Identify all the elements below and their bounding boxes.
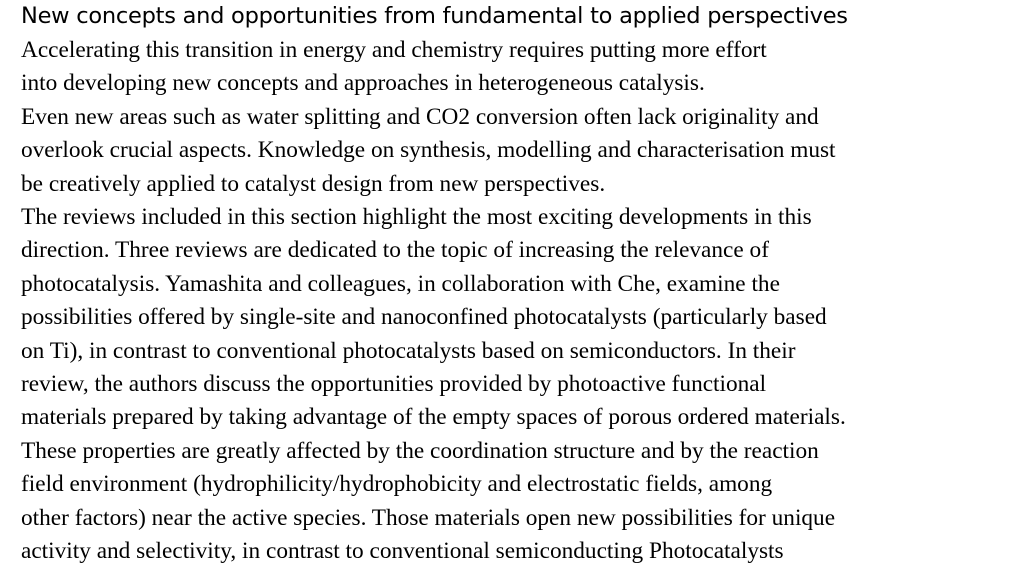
body-line: These properties are greatly affected by the coordination structure and by the reaction	[21, 437, 819, 464]
body-line: materials prepared by taking advantage of the empty spaces of porous ordered materials.	[21, 404, 846, 431]
body-line: direction. Three reviews are dedicated to the topic of increasing the relevance of	[21, 237, 769, 264]
body-line: into developing new concepts and approaches in heterogeneous catalysis.	[21, 70, 705, 97]
body-line: The reviews included in this section highlight the most exciting developments in this	[21, 204, 812, 231]
body-line: Accelerating this transition in energy and chemistry requires putting more effort	[21, 37, 767, 63]
body-line: field environment (hydrophilicity/hydrophobicity and electrostatic fields, among	[21, 471, 773, 498]
slide-title: New concepts and opportunities from fundamental to applied perspectives	[21, 3, 848, 29]
body-line: be creatively applied to catalyst design from new perspectives.	[21, 170, 606, 197]
body-text	[21, 34, 1011, 569]
body-line: review, the authors discuss the opportunities provided by photoactive functional	[21, 371, 767, 398]
body-line: activity and selectivity, in contrast to conventional semiconducting Photocatalysts	[21, 538, 784, 565]
body-line: Even new areas such as water splitting and CO2 conversion often lack originality and	[21, 103, 819, 130]
body-line: other factors) near the active species. Those materials open new possibilities for unique	[21, 504, 836, 531]
body-line: on Ti), in contrast to conventional photocatalysts based on semiconductors. In their	[21, 337, 796, 364]
body-line: photocatalysis. Yamashita and colleagues, in collaboration with Che, examine the	[21, 270, 780, 297]
body-line: possibilities offered by single-site and nanoconfined photocatalysts (particularly based	[21, 304, 827, 331]
body-line: overlook crucial aspects. Knowledge on synthesis, modelling and characterisation must	[21, 137, 836, 164]
